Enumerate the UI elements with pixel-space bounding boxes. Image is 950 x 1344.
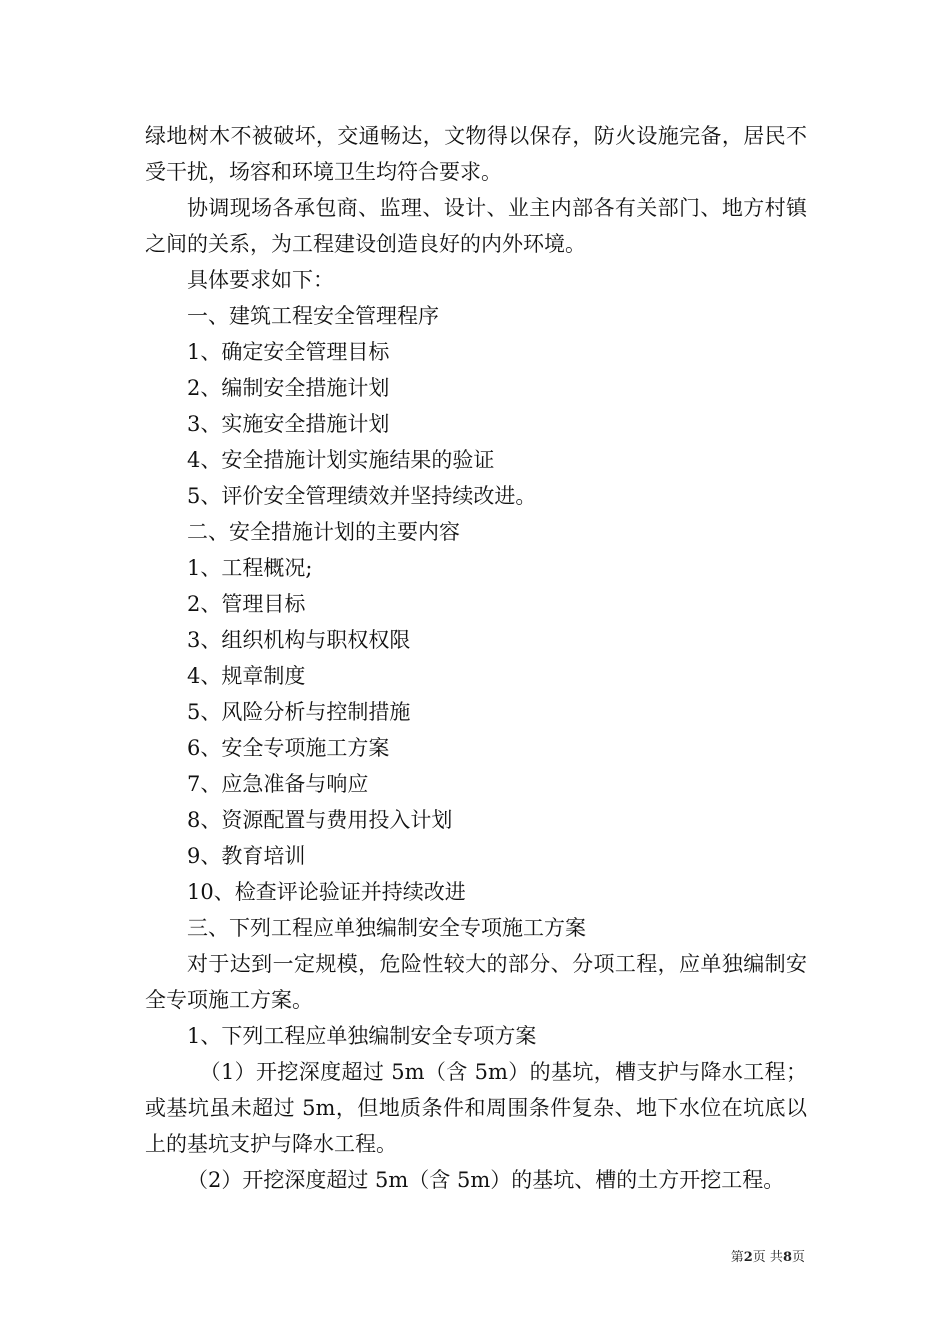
- paragraph: 5、风险分析与控制措施: [187, 700, 411, 724]
- paragraph: 4、安全措施计划实施结果的验证: [187, 448, 495, 472]
- footer-middle: 页 共: [752, 1250, 783, 1265]
- paragraph: 3、实施安全措施计划: [187, 412, 390, 436]
- paragraph: 1、工程概况;: [187, 556, 313, 580]
- paragraph: 2、编制安全措施计划: [187, 376, 390, 400]
- paragraph: 6、安全专项施工方案: [187, 736, 390, 760]
- paragraph: 8、资源配置与费用投入计划: [187, 808, 453, 832]
- paragraph: （2）开挖深度超过 5m（含 5m）的基坑、槽的土方开挖工程。: [187, 1168, 785, 1192]
- paragraph: 1、下列工程应单独编制安全专项方案: [187, 1024, 537, 1048]
- total-page-count: 8: [782, 1250, 792, 1265]
- paragraph: 协调现场各承包商、监理、设计、业主内部各有关部门、地方村镇之间的关系，为工程建设创造良好的内外环境。: [145, 196, 807, 256]
- footer-suffix: 页: [791, 1250, 805, 1265]
- footer-prefix: 第: [730, 1250, 744, 1265]
- paragraph: 一、建筑工程安全管理程序: [187, 304, 439, 328]
- paragraph: 3、组织机构与职权权限: [187, 628, 411, 652]
- paragraph: 9、教育培训: [187, 844, 306, 868]
- paragraph: 对于达到一定规模，危险性较大的部分、分项工程，应单独编制安全专项施工方案。: [145, 952, 807, 1012]
- paragraph: 绿地树木不被破坏，交通畅达，文物得以保存，防火设施完备，居民不受干扰，场容和环境卫生均符合要求。: [145, 124, 807, 184]
- paragraph: （1）开挖深度超过 5m（含 5m）的基坑，槽支护与降水工程；或基坑虽未超过 5m，但地质条件和周围条件复杂、地下水位在坑底以上的基坑支护与降水工程。: [145, 1060, 807, 1156]
- paragraph: 具体要求如下：: [187, 268, 334, 292]
- paragraph: 2、管理目标: [187, 592, 306, 616]
- document-body: [145, 118, 807, 1198]
- page-footer: [731, 1249, 805, 1267]
- paragraph: 三、下列工程应单独编制安全专项施工方案: [187, 916, 586, 940]
- paragraph: 7、应急准备与响应: [187, 772, 369, 796]
- paragraph: 4、规章制度: [187, 664, 306, 688]
- paragraph: 10、检查评论验证并持续改进: [187, 880, 466, 904]
- current-page-number: 2: [743, 1250, 753, 1265]
- paragraph: 二、安全措施计划的主要内容: [187, 520, 460, 544]
- paragraph: 5、评价安全管理绩效并坚持续改进。: [187, 484, 537, 508]
- paragraph: 1、确定安全管理目标: [187, 340, 390, 364]
